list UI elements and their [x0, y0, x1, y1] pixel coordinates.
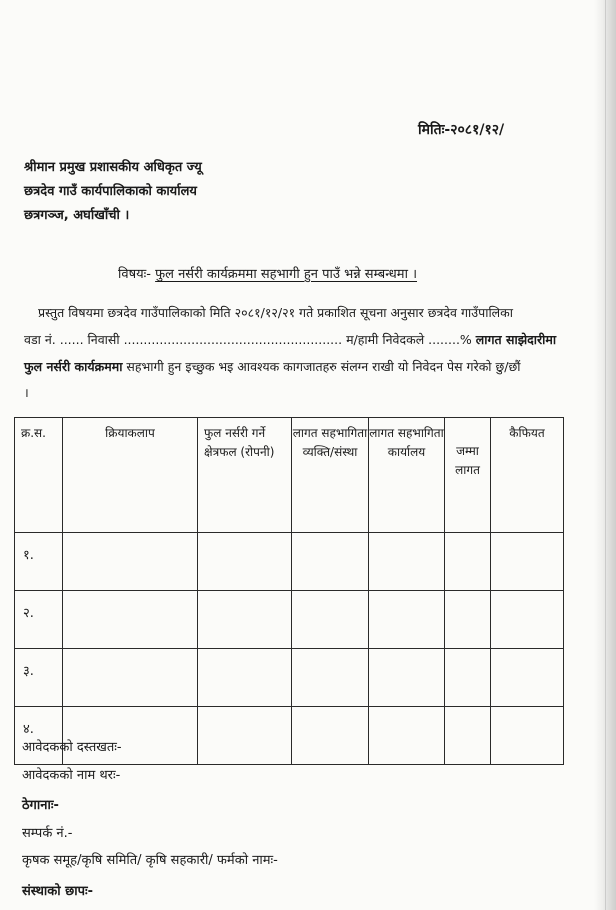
cell-cost-office[interactable] — [369, 707, 445, 765]
group-name-field: कृषक समूह/कृषि समिति/ कृषि सहकारी/ फर्मको नामः- — [22, 853, 278, 868]
cell-activity[interactable] — [63, 533, 198, 591]
header-remarks: कैफियत — [491, 418, 564, 533]
cell-activity[interactable] — [63, 649, 198, 707]
subject-text: फुल नर्सरी कार्यक्रममा सहभागी हुन पाउँ भन्ने सम्बन्धमा । — [155, 267, 418, 282]
cell-total[interactable] — [445, 649, 491, 707]
cell-cost-person[interactable] — [292, 591, 369, 649]
cell-cost-person[interactable] — [292, 649, 369, 707]
table-header-row — [15, 418, 564, 533]
row-serial: २. — [15, 591, 63, 649]
body-line-3 — [24, 358, 520, 375]
cell-total[interactable] — [445, 707, 491, 765]
row-serial: १. — [15, 533, 63, 591]
table-row — [15, 591, 564, 649]
cell-total[interactable] — [445, 591, 491, 649]
cell-area[interactable] — [198, 649, 292, 707]
cell-area[interactable] — [198, 591, 292, 649]
body-line-1: प्रस्तुत विषयमा छत्रदेव गाउँपालिकाको मिति २०८१/१२/२१ गते प्रकाशित सूचना अनुसार छत्रदेव गाउँपालिका — [38, 305, 513, 320]
recipient-line-1: श्रीमान प्रमुख प्रशासकीय अधिकृत ज्यू — [24, 160, 202, 175]
body-line-3-text: सहभागी हुन इच्छुक भइ आवश्यक कागजातहरु संलग्न राखी यो निवेदन पेस गरेको छु/छौं — [122, 359, 521, 374]
cell-cost-office[interactable] — [369, 591, 445, 649]
page-edge-line — [605, 0, 606, 910]
cell-cost-person[interactable] — [292, 533, 369, 591]
cell-activity[interactable] — [63, 591, 198, 649]
cost-sharing-text: लागत साझेदारीमा — [475, 332, 557, 347]
cell-cost-office[interactable] — [369, 649, 445, 707]
header-serial: क्र.स. — [15, 418, 63, 533]
cell-total[interactable] — [445, 533, 491, 591]
program-name-text: फुल नर्सरी कार्यक्रममा — [24, 359, 123, 374]
cell-activity[interactable] — [63, 707, 198, 765]
letter-date: मितिः-२०८१/१२/ — [418, 122, 505, 138]
table-row — [15, 533, 564, 591]
cell-cost-person[interactable] — [292, 707, 369, 765]
recipient-line-3: छत्रगञ्ज, अर्घाखाँची । — [24, 208, 130, 223]
address-field: ठेगानाः- — [22, 798, 59, 813]
row-serial: ३. — [15, 649, 63, 707]
header-area: फुल नर्सरी गर्ने क्षेत्रफल (रोपनी) — [198, 418, 292, 533]
seal-field: संस्थाको छापः- — [22, 884, 94, 899]
header-activity: क्रियाकलाप — [63, 418, 198, 533]
header-cost-person: लागत सहभागिता व्यक्ति/संस्था — [292, 418, 369, 533]
subject-label: विषयः- — [118, 267, 156, 282]
row-serial: ४. — [15, 707, 63, 765]
activity-table — [14, 417, 564, 765]
header-total-cost: जम्मा लागत — [445, 418, 491, 533]
cell-remarks[interactable] — [491, 591, 564, 649]
recipient-line-2: छत्रदेव गाउँ कार्यपालिकाको कार्यालय — [24, 184, 197, 199]
table-row — [15, 707, 564, 765]
header-cost-office: लागत सहभागिता कार्यालय — [369, 418, 445, 533]
cell-remarks[interactable] — [491, 707, 564, 765]
body-line-2 — [24, 331, 556, 348]
cell-remarks[interactable] — [491, 533, 564, 591]
cell-remarks[interactable] — [491, 649, 564, 707]
name-field: आवेदकको नाम थरः- — [22, 768, 121, 783]
body-line-2-text: वडा नं. ...... निवासी ....................................................... म/हामी निवेदकले ........% — [24, 332, 476, 347]
subject-line — [118, 264, 417, 282]
table-row — [15, 649, 564, 707]
cell-area[interactable] — [198, 533, 292, 591]
body-line-4: । — [24, 385, 29, 400]
cell-area[interactable] — [198, 707, 292, 765]
contact-field: सम्पर्क नं.- — [22, 826, 73, 841]
signature-field: आवेदकको दस्तखतः- — [22, 740, 122, 755]
cell-cost-office[interactable] — [369, 533, 445, 591]
